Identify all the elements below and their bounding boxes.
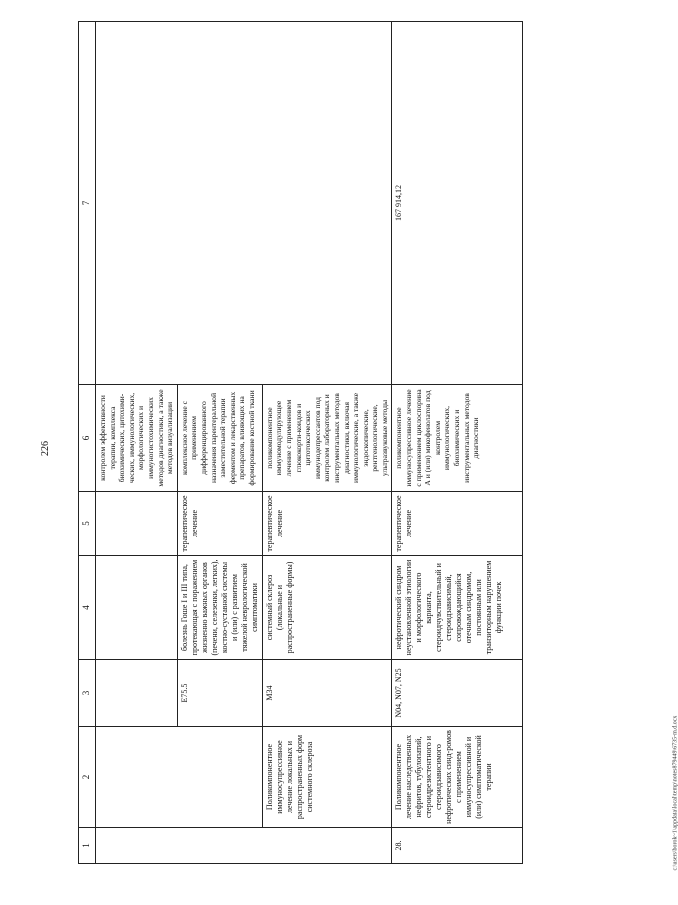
cell-number <box>96 828 178 864</box>
header-cell: 4 <box>79 556 96 660</box>
table-row <box>177 22 262 864</box>
cell-method: контролем эффективности терапии, комплекса биохимических, цитохими-ческих, иммунологических, морфологических и иммуногистохимических методов диагностики, а также методов визуализации <box>96 385 178 492</box>
header-cell: 6 <box>79 385 96 492</box>
cell-method: поликомпонентное иммуносупрессивное лечение с применением циклоспорина А и (или) микофенолатов под контролем иммунологических, биохимических и инструментальных методов диагностики <box>392 385 523 492</box>
cell-treatment <box>96 727 178 828</box>
table-header-row <box>79 22 96 864</box>
header-cell: 5 <box>79 492 96 556</box>
cell-treatment-type: терапевтическое лечение <box>392 492 523 556</box>
table-row <box>262 22 392 864</box>
cell-cost <box>96 22 178 385</box>
cell-icd-code: E75.5 <box>177 660 262 727</box>
cell-cost <box>262 22 392 385</box>
cell-treatment: Поликомпонентное иммуносупрессивное лечение локальных и распространенных форм системного склероза <box>262 727 392 828</box>
table-row <box>392 22 523 864</box>
cell-treatment-type: терапевтическое лечение <box>177 492 262 556</box>
cell-icd-code <box>96 660 178 727</box>
header-cell: 2 <box>79 727 96 828</box>
cell-icd-code: N04, N07, N25 <box>392 660 523 727</box>
cell-treatment-type: терапевтическое лечение <box>262 492 392 556</box>
cell-treatment-type <box>96 492 178 556</box>
cell-number <box>177 828 262 864</box>
cell-treatment: Поликомпонентное лечение наследственных нефритов, тубулопатий, стероидрезистентного и стероидзависимого нефротических синд-ромов с применением иммуносупрессивной и (или) симптоматической терапии <box>392 727 523 828</box>
cell-diagnosis: болезнь Гоше I и III типа, протекающая с поражением жизненно важных органов (печени, селезенки, легких), костно-суставной системы и (или) с развитием тяжелой неврологической симптоматики <box>177 556 262 660</box>
header-cell: 3 <box>79 660 96 727</box>
cell-method: поликомпонентное иммуномодулирующее лечение с применением глюкокорти-коидов и цитотоксических иммунодепрессантов под контролем лабораторных и инструментальных методов диагностики, включая иммунологические, а также эндоскопические, рентгенологические, ультразвуковые методы <box>262 385 392 492</box>
cell-treatment <box>177 727 262 828</box>
cell-cost <box>177 22 262 385</box>
cell-number <box>262 828 392 864</box>
footer-file-path: c:\users\borok~1\appdata\local\temp\notes879449\6735-m.d.ocx <box>672 715 678 871</box>
cell-cost: 167 914,12 <box>392 22 523 385</box>
rotated-page-content <box>78 22 611 864</box>
cell-icd-code: M34 <box>262 660 392 727</box>
cell-number: 28. <box>392 828 523 864</box>
cell-method: комплексное лечение с применением дифференцированного назначения парентеральной заместительной терапии ферментом и лекарственных препаратов, влияющих на формирование костной ткани <box>177 385 262 492</box>
treatment-table <box>78 21 523 864</box>
header-cell: 1 <box>79 828 96 864</box>
page-number: 226 <box>40 441 51 456</box>
header-cell: 7 <box>79 22 96 385</box>
cell-diagnosis: нефротический синдром неустановленной этиологии и морфологического варианта, стероидчувствительный и стероидзависимый, сопровождающийся отечным синдромом, постоянным или транзиторным нарушением функции почек <box>392 556 523 660</box>
table-row <box>96 22 178 864</box>
cell-diagnosis: системный склероз (локальные и распространенные формы) <box>262 556 392 660</box>
cell-diagnosis <box>96 556 178 660</box>
